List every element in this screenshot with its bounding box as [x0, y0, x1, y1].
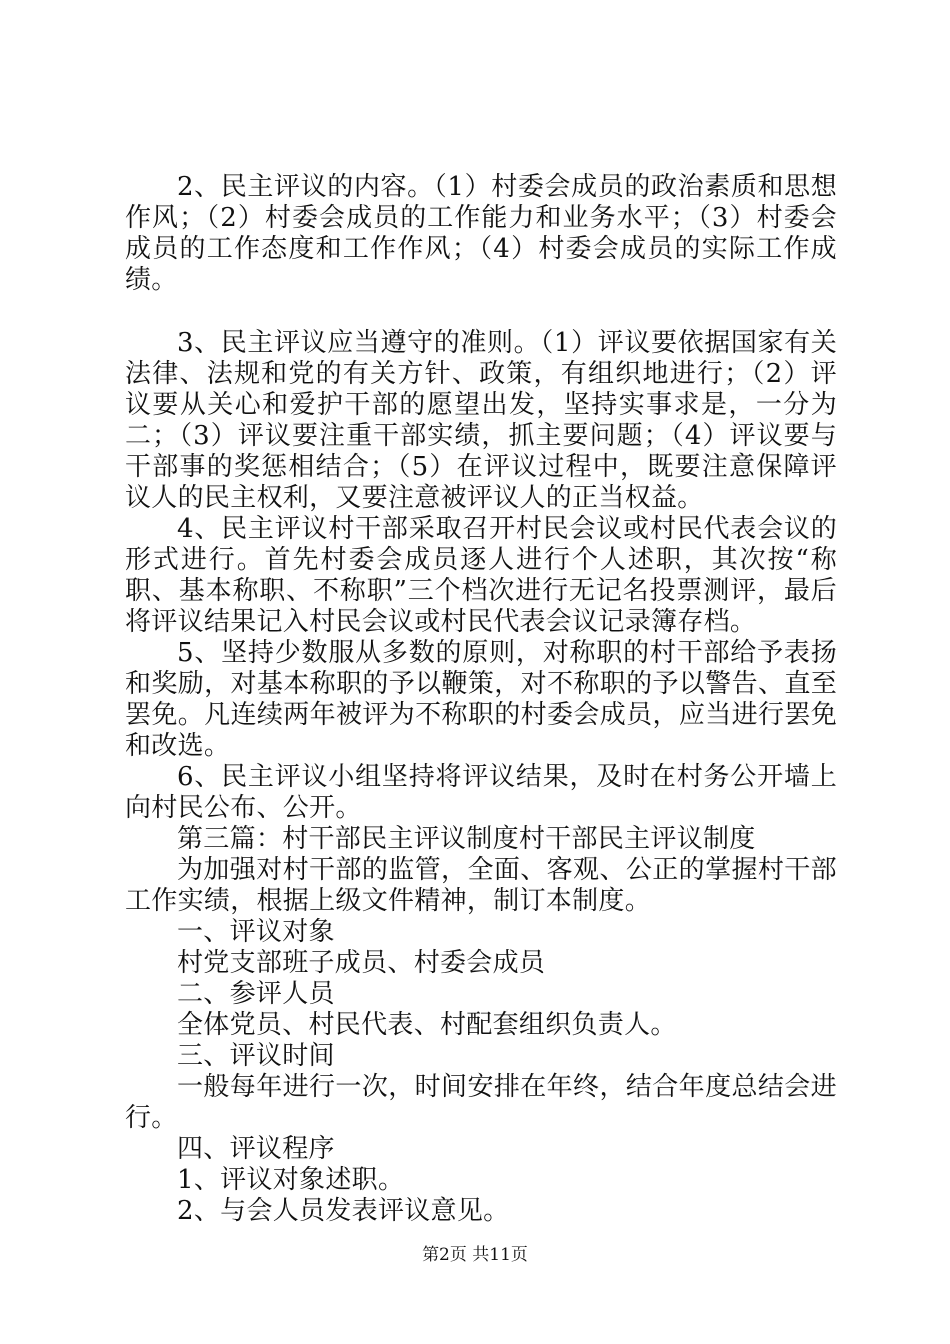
paragraph-publication: 6、民主评议小组坚持将评议结果，及时在村务公开墙上向村民公布、公开。 [125, 762, 837, 823]
section-heading-part-three: 第三篇：村干部民主评议制度村干部民主评议制度 [177, 824, 756, 854]
heading-evaluation-time: 三、评议时间 [177, 1041, 335, 1071]
page-number-footer: 第2页 共11页 [422, 1245, 528, 1265]
heading-evaluation-targets: 一、评议对象 [177, 917, 335, 947]
paragraph-evaluation-principles: 3、民主评议应当遵守的准则。（1）评议要依据国家有关法律、法规和党的有关方针、政策，有组织地进行；（2）评议要从关心和爱护干部的愿望出发，坚持实事求是，一分为二；（3）评议要注重干部实绩，抓主要问题；（4）评议要与干部事的奖惩相结合；（5）在评议过程中，既要注意保障评议人的民主权利，又要注意被评议人的正当权益。 [125, 328, 837, 513]
paragraph-evaluation-time: 一般每年进行一次，时间安排在年终，结合年度总结会进行。 [125, 1072, 837, 1133]
heading-participants: 二、参评人员 [177, 979, 335, 1009]
procedure-step-2: 2、与会人员发表评议意见。 [177, 1196, 510, 1226]
paragraph-evaluation-targets: 村党支部班子成员、村委会成员 [177, 948, 546, 978]
paragraph-purpose: 为加强对村干部的监管，全面、客观、公正的掌握村干部工作实绩，根据上级文件精神，制订本制度。 [125, 855, 837, 916]
heading-evaluation-procedure: 四、评议程序 [177, 1134, 335, 1164]
document-body [125, 172, 837, 1227]
procedure-step-1: 1、评议对象述职。 [177, 1165, 405, 1195]
paragraph-evaluation-method: 4、民主评议村干部采取召开村民会议或村民代表会议的形式进行。首先村委会成员逐人进行个人述职，其次按“称职、基本称职、不称职”三个档次进行无记名投票测评，最后将评议结果记入村民会议或村民代表会议记录簿存档。 [125, 514, 837, 637]
paragraph-majority-rule: 5、坚持少数服从多数的原则，对称职的村干部给予表扬和奖励，对基本称职的予以鞭策，对不称职的予以警告、直至罢免。凡连续两年被评为不称职的村委会成员，应当进行罢免和改选。 [125, 638, 837, 761]
paragraph-evaluation-content: 2、民主评议的内容。（1）村委会成员的政治素质和思想作风；（2）村委会成员的工作能力和业务水平；（3）村委会成员的工作态度和工作作风；（4）村委会成员的实际工作成绩。 [125, 172, 837, 295]
paragraph-participants: 全体党员、村民代表、村配套组织负责人。 [177, 1010, 677, 1040]
